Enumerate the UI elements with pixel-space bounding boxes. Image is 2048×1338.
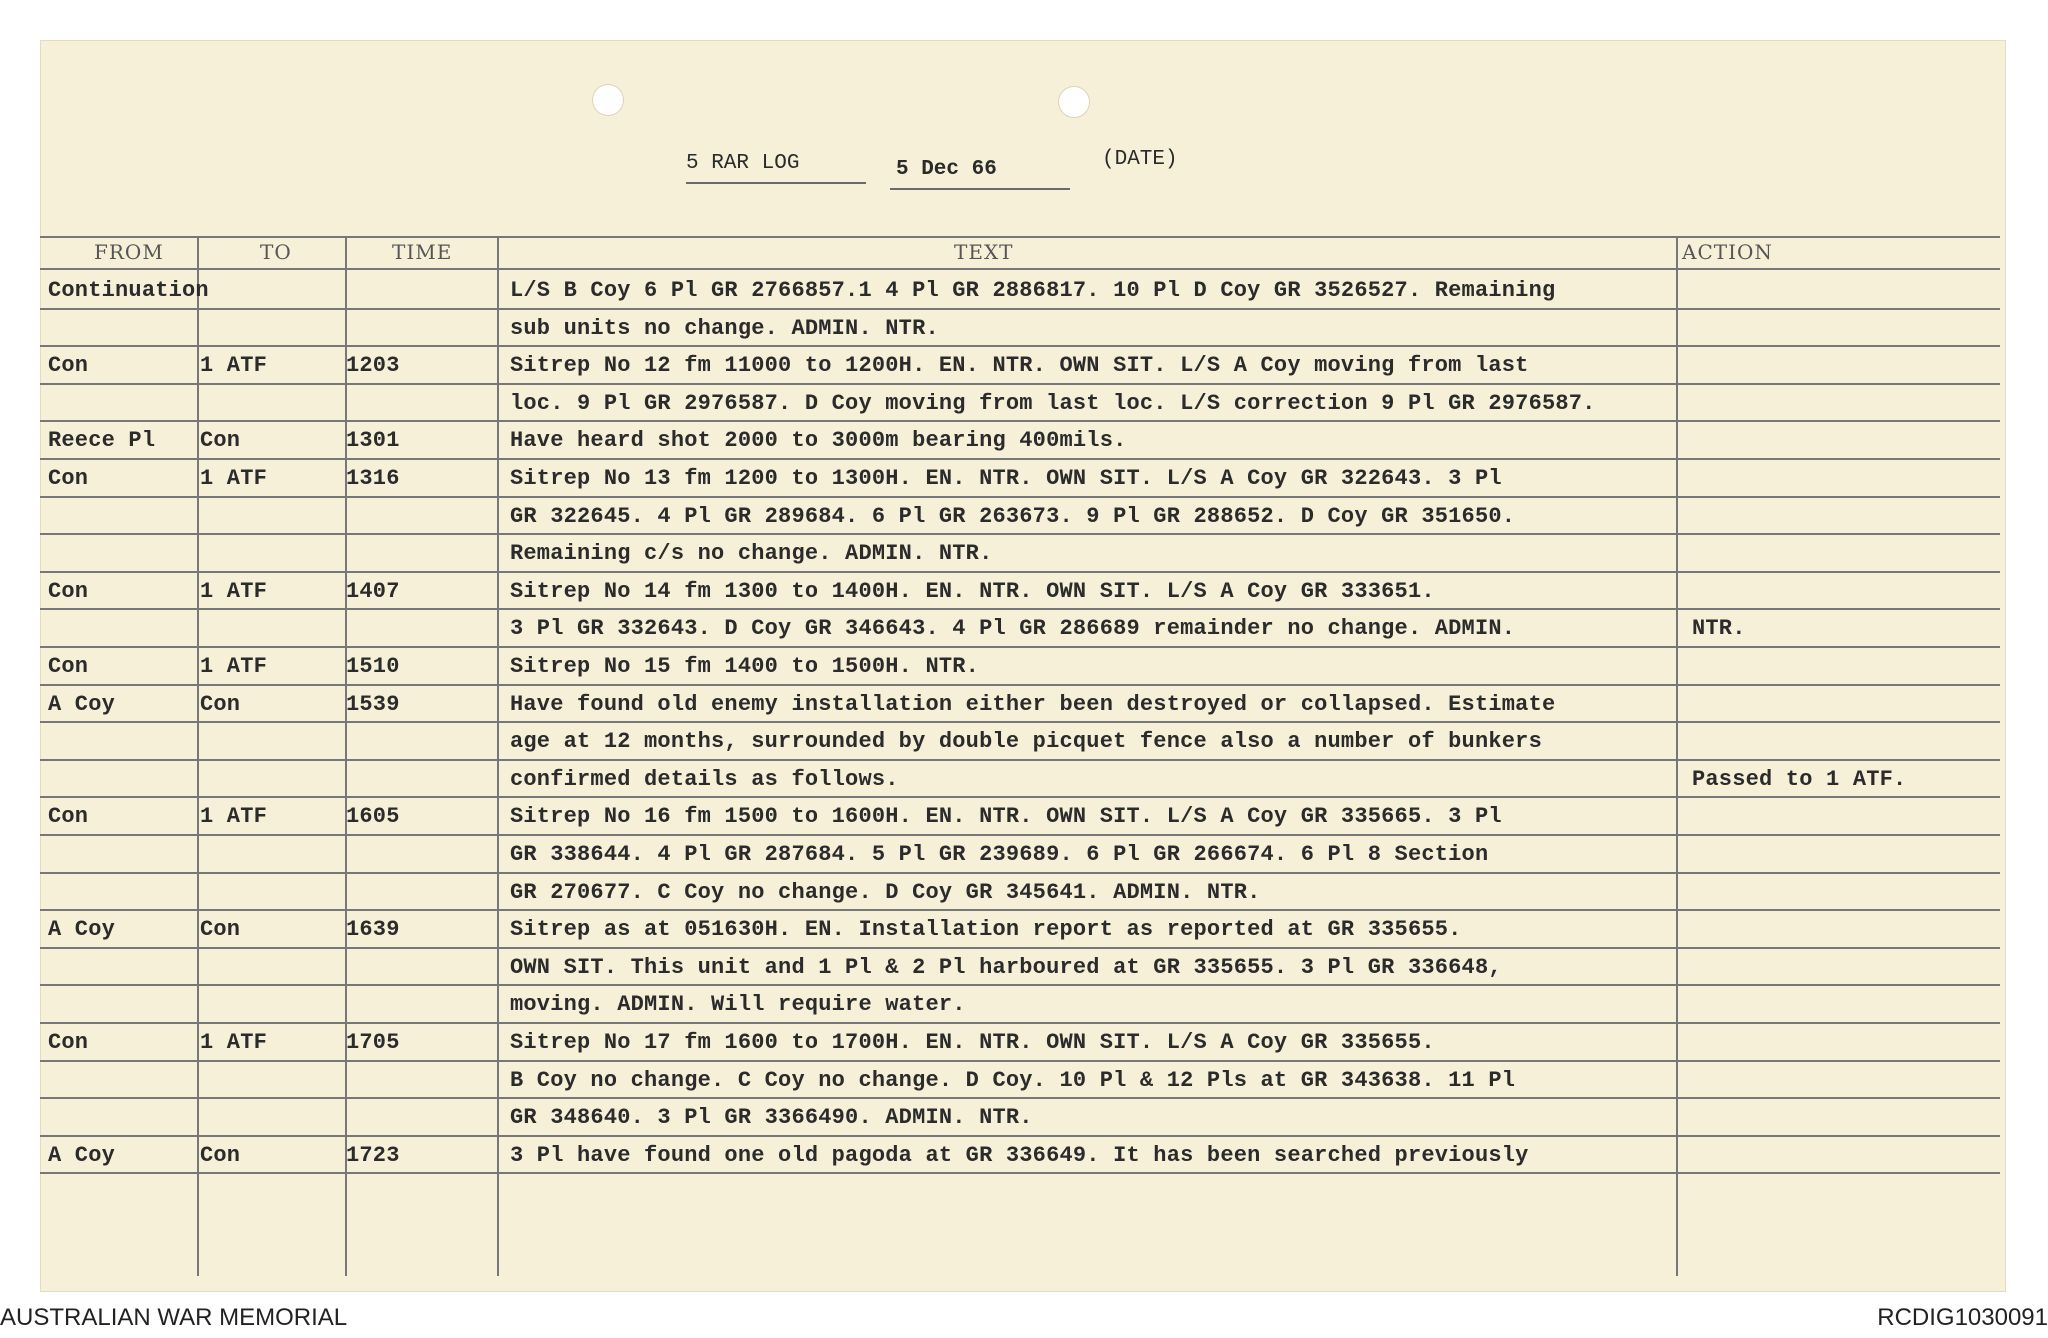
row-from: Con bbox=[48, 353, 89, 379]
row-text: Sitrep as at 051630H. EN. Installation report as reported at GR 335655. bbox=[510, 917, 1462, 943]
log-name: 5 RAR LOG bbox=[686, 152, 800, 175]
row-from: Con bbox=[48, 578, 89, 604]
row-from: A Coy bbox=[48, 1142, 116, 1168]
row-time: 1510 bbox=[346, 654, 400, 679]
row-to: 1 ATF bbox=[200, 804, 268, 830]
row-to: 1 ATF bbox=[200, 654, 268, 679]
column-header-time: TIME bbox=[392, 240, 453, 264]
row-text: Sitrep No 14 fm 1300 to 1400H. EN. NTR. OWN SIT. L/S A Coy GR 333651. bbox=[510, 578, 1435, 604]
row-action: Passed to 1 ATF. bbox=[1692, 766, 1907, 792]
row-time: 1539 bbox=[346, 691, 400, 717]
row-text: B Coy no change. C Coy no change. D Coy. 10 Pl & 12 Pls at GR 343638. 11 Pl bbox=[510, 1067, 1516, 1093]
row-to: 1 ATF bbox=[200, 466, 268, 491]
rule-to-time bbox=[345, 236, 347, 1276]
row-text: Sitrep No 12 fm 11000 to 1200H. EN. NTR. OWN SIT. L/S A Coy moving from last bbox=[510, 353, 1529, 379]
row-text: L/S B Coy 6 Pl GR 2766857.1 4 Pl GR 2886817. 10 Pl D Coy GR 3526527. Remaining bbox=[510, 278, 1556, 303]
row-text: Sitrep No 13 fm 1200 to 1300H. EN. NTR. OWN SIT. L/S A Coy GR 322643. 3 Pl bbox=[510, 466, 1502, 491]
row-text: GR 348640. 3 Pl GR 3366490. ADMIN. NTR. bbox=[510, 1105, 1033, 1131]
row-text: loc. 9 Pl GR 2976587. D Coy moving from last loc. L/S correction 9 Pl GR 2976587. bbox=[510, 390, 1596, 416]
column-header-text: TEXT bbox=[954, 240, 1014, 264]
row-time: 1203 bbox=[346, 353, 400, 379]
row-time: 1605 bbox=[346, 804, 400, 830]
row-to: 1 ATF bbox=[200, 578, 268, 604]
log-date: 5 Dec 66 bbox=[896, 158, 997, 181]
log-sheet bbox=[40, 40, 2006, 1292]
row-text: Sitrep No 15 fm 1400 to 1500H. NTR. bbox=[510, 654, 980, 679]
column-header-to: TO bbox=[260, 240, 292, 264]
row-text: Have found old enemy installation either been destroyed or collapsed. Estimate bbox=[510, 691, 1556, 717]
row-text: confirmed details as follows. bbox=[510, 766, 899, 792]
row-text: GR 322645. 4 Pl GR 289684. 6 Pl GR 263673. 9 Pl GR 288652. D Coy GR 351650. bbox=[510, 503, 1516, 529]
row-text: 3 Pl have found one old pagoda at GR 336649. It has been searched previously bbox=[510, 1142, 1529, 1168]
header-rule bbox=[40, 268, 2000, 270]
rule-from-to bbox=[197, 236, 199, 1276]
row-to: 1 ATF bbox=[200, 353, 268, 379]
row-action: NTR. bbox=[1692, 616, 1746, 642]
row-time: 1723 bbox=[346, 1142, 400, 1168]
row-to: Con bbox=[200, 1142, 241, 1168]
row-text: Have heard shot 2000 to 3000m bearing 400mils. bbox=[510, 428, 1127, 454]
row-time: 1301 bbox=[346, 428, 400, 454]
row-from: Con bbox=[48, 804, 89, 830]
row-text: moving. ADMIN. Will require water. bbox=[510, 992, 966, 1018]
date-label: (DATE) bbox=[1102, 148, 1178, 171]
row-to: Con bbox=[200, 428, 241, 454]
row-text: Sitrep No 16 fm 1500 to 1600H. EN. NTR. OWN SIT. L/S A Coy GR 335665. 3 Pl bbox=[510, 804, 1502, 830]
row-text: GR 338644. 4 Pl GR 287684. 5 Pl GR 239689. 6 Pl GR 266674. 6 Pl 8 Section bbox=[510, 842, 1489, 867]
row-from: Continuation bbox=[48, 278, 209, 303]
row-to: Con bbox=[200, 917, 241, 943]
row-from: A Coy bbox=[48, 691, 116, 717]
rule-time-text bbox=[497, 236, 499, 1276]
row-from: Con bbox=[48, 654, 89, 679]
row-time: 1639 bbox=[346, 917, 400, 943]
column-header-from: FROM bbox=[94, 240, 164, 264]
row-from: A Coy bbox=[48, 917, 116, 943]
row-text: Sitrep No 17 fm 1600 to 1700H. EN. NTR. OWN SIT. L/S A Coy GR 335655. bbox=[510, 1030, 1435, 1055]
row-from: Con bbox=[48, 466, 89, 491]
row-text: Remaining c/s no change. ADMIN. NTR. bbox=[510, 541, 993, 567]
header-rule bbox=[40, 236, 2000, 238]
footer-credit: AUSTRALIAN WAR MEMORIAL bbox=[0, 1304, 348, 1331]
row-text: OWN SIT. This unit and 1 Pl & 2 Pl harboured at GR 335655. 3 Pl GR 336648, bbox=[510, 954, 1502, 980]
row-text: age at 12 months, surrounded by double picquet fence also a number of bunkers bbox=[510, 729, 1542, 755]
row-to: 1 ATF bbox=[200, 1030, 268, 1055]
footer-id: RCDIG1030091 bbox=[1877, 1304, 2048, 1331]
column-header-action: ACTION bbox=[1682, 240, 1773, 264]
row-time: 1407 bbox=[346, 578, 400, 604]
row-from: Con bbox=[48, 1030, 89, 1055]
row-time: 1316 bbox=[346, 466, 400, 491]
log-table bbox=[40, 40, 2006, 1292]
row-to: Con bbox=[200, 691, 241, 717]
row-from: Reece Pl bbox=[48, 428, 156, 454]
row-text: 3 Pl GR 332643. D Coy GR 346643. 4 Pl GR 286689 remainder no change. ADMIN. bbox=[510, 616, 1516, 642]
rule-text-action bbox=[1676, 236, 1678, 1276]
row-time: 1705 bbox=[346, 1030, 400, 1055]
row-text: GR 270677. C Coy no change. D Coy GR 345641. ADMIN. NTR. bbox=[510, 879, 1261, 905]
row-text: sub units no change. ADMIN. NTR. bbox=[510, 315, 939, 341]
